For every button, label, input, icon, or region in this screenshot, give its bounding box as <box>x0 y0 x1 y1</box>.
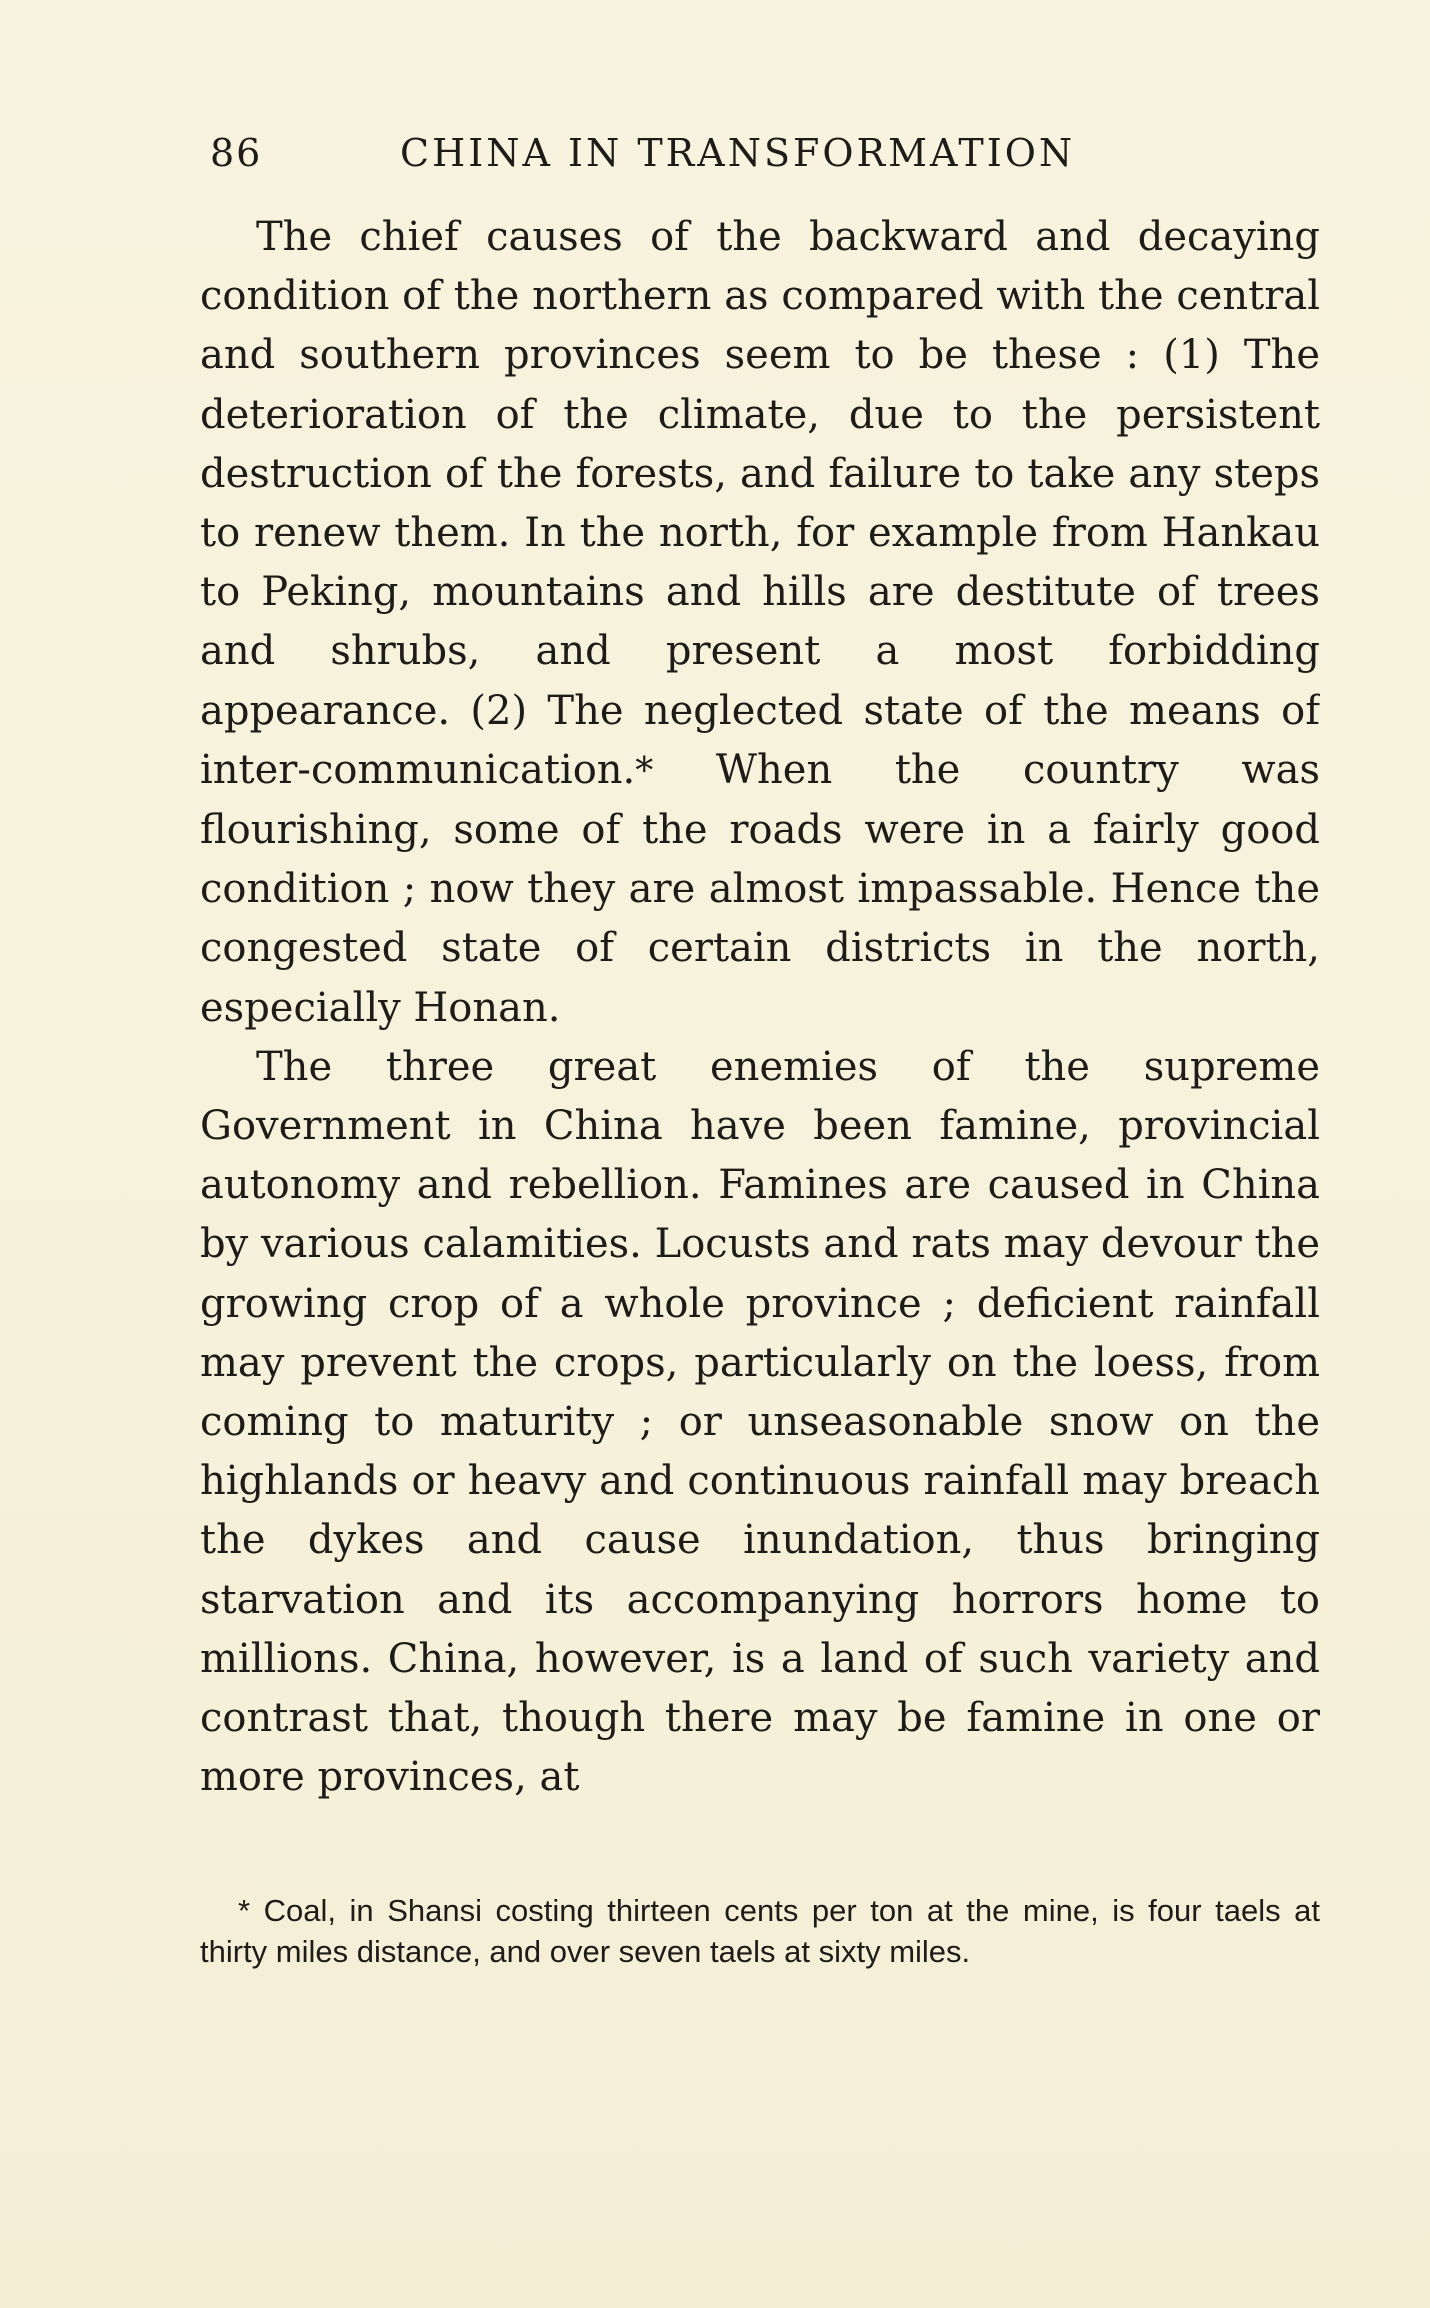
running-head <box>210 128 1210 178</box>
footnote-paragraph <box>200 1890 1320 1972</box>
footnote-text: Coal, in Shansi costing thirteen cents per ton at the mine, is four taels at thirty miles distance, and over seven taels at sixty miles. <box>200 1893 1320 1969</box>
page-number: 86 <box>210 131 263 175</box>
body-text <box>200 208 1320 1868</box>
paragraph-1-text: The chief causes of the backward and decaying condition of the northern as compared with the central and southern provinces seem to be these : (1) The deterioration of the climate, due to the persistent destruction of the forests, and failure to take any steps to renew them. In the north, for example from Hankau to Peking, mountains and hills are destitute of trees and shrubs, and present a most forbidding appearance. (2) The neglected state of the means of inter-communication. <box>200 214 1320 793</box>
footnote-reference-marker: * <box>635 750 654 792</box>
footnote <box>200 1890 1320 2030</box>
paragraph-1-text-continued: When the country was flourishing, some of the roads were in a fairly good condition ; now they are almost impassable. Hence the congested state of certain districts in the north, especially Honan. <box>200 746 1320 1031</box>
footnote-marker: * <box>238 1893 251 1928</box>
paragraph-1 <box>200 208 1320 1038</box>
running-title: CHINA IN TRANSFORMATION <box>400 131 1076 175</box>
paragraph-2: The three great enemies of the supreme Government in China have been famine, provincial autonomy and rebellion. Famines are caused in China by various calamities. Locusts and rats may devour the growing crop of a whole province ; deficient rainfall may prevent the crops, particularly on the loess, from coming to maturity ; or unseasonable snow on the highlands or heavy and continuous rainfall may breach the dykes and cause inundation, thus bringing starvation and its accompanying horrors home to millions. China, however, is a land of such variety and contrast that, though there may be famine in one or more provinces, at <box>200 1043 1320 1801</box>
